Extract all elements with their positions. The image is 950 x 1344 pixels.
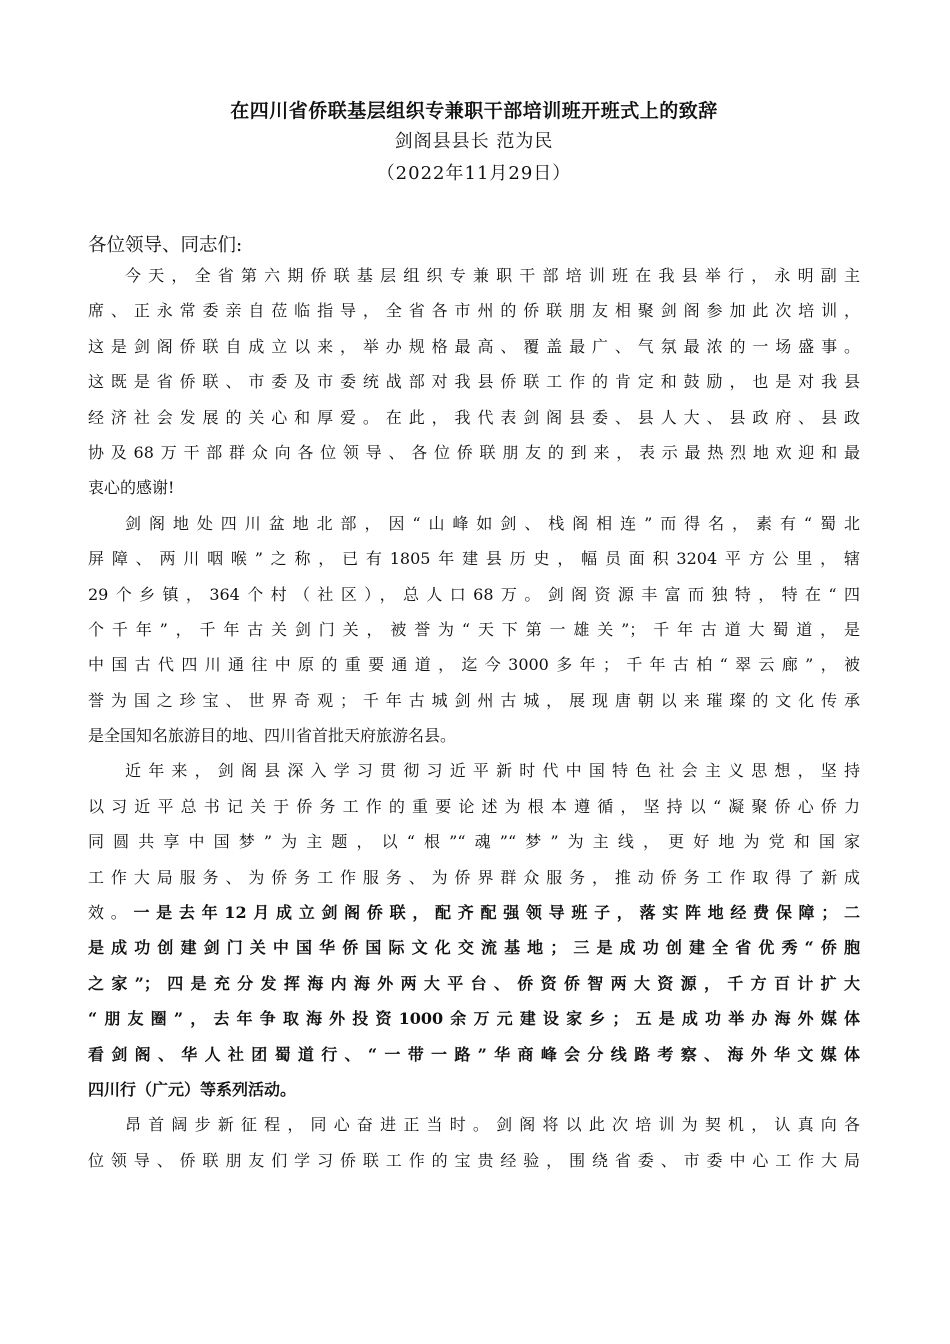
paragraph-1 bbox=[88, 263, 860, 511]
text-line: 个千年”，千年古关剑门关，被誉为“天下第一雄关”；千年古道大蜀道，是 bbox=[88, 619, 860, 639]
text-line: 位领导、侨联朋友们学习侨联工作的宝贵经验，围绕省委、市委中心工作大局 bbox=[88, 1150, 860, 1170]
text-line: 29个乡镇，364个村（社区），总人口68万。剑阁资源丰富而独特，特在“四 bbox=[88, 584, 860, 604]
text-line: 中国古代四川通往中原的重要通道，迄今3000多年；千年古柏“翠云廊”，被 bbox=[88, 655, 860, 675]
paragraph-2 bbox=[88, 511, 860, 759]
bold-text-line: 看剑阁、华人社团蜀道行、“一带一路”华商峰会分线路考察、海外华文媒体 bbox=[88, 1044, 860, 1064]
text-line: 近年来，剑阁县深入学习贯彻习近平新时代中国特色社会主义思想，坚持 bbox=[125, 761, 860, 781]
bold-text: 一是去年12月成立剑阁侨联，配齐配强领导班子，落实阵地经费保障；二 bbox=[133, 903, 860, 923]
document-page bbox=[88, 96, 860, 1183]
text-line: 以习近平总书记关于侨务工作的重要论述为根本遵循，坚持以“凝聚侨心侨力 bbox=[88, 796, 860, 816]
salutation: 各位领导、同志们: bbox=[88, 235, 243, 256]
plain-text: 效。 bbox=[88, 903, 134, 923]
text-line: 是全国知名旅游目的地、四川省首批天府旅游名县。 bbox=[88, 726, 457, 746]
bold-text-line: “朋友圈”，去年争取海外投资1000余万元建设家乡；五是成功举办海外媒体 bbox=[88, 1009, 860, 1029]
text-line: 今天，全省第六期侨联基层组织专兼职干部培训班在我县举行，永明副主 bbox=[125, 266, 860, 285]
text-line: 衷心的感谢! bbox=[88, 478, 175, 498]
text-line: 这是剑阁侨联自成立以来，举办规格最高、覆盖最广、气氛最浓的一场盛事。 bbox=[88, 336, 860, 356]
date-line: （2022年11月29日） bbox=[376, 163, 572, 184]
text-line: 席、正永常委亲自莅临指导，全省各市州的侨联朋友相聚剑阁参加此次培训， bbox=[88, 301, 860, 321]
text-line: 屏障、两川咽喉”之称，已有1805年建县历史，幅员面积3204平方公里，辖 bbox=[88, 549, 860, 569]
bold-text-line: 之家”；四是充分发挥海内海外两大平台、侨资侨智两大资源，千方百计扩大 bbox=[88, 973, 860, 993]
text-line: 工作大局服务、为侨务工作服务、为侨界群众服务，推动侨务工作取得了新成 bbox=[88, 867, 860, 887]
text-line-mixed bbox=[88, 900, 860, 935]
text-line: 昂首阔步新征程，同心奋进正当时。剑阁将以此次培训为契机，认真向各 bbox=[125, 1115, 860, 1135]
bold-text-line: 四川行（广元）等系列活动。 bbox=[88, 1079, 297, 1099]
text-line: 剑阁地处四川盆地北部，因“山峰如剑、栈阁相连”而得名，素有“蜀北 bbox=[125, 513, 860, 533]
document-title: 在四川省侨联基层组织专兼职干部培训班开班式上的致辞 bbox=[230, 100, 718, 122]
text-line: 经济社会发展的关心和厚爱。在此，我代表剑阁县委、县人大、县政府、县政 bbox=[88, 407, 860, 427]
text-line: 同圆共享中国梦”为主题，以“根”“魂”“梦”为主线，更好地为党和国家 bbox=[88, 832, 860, 852]
bold-text-line: 是成功创建剑门关中国华侨国际文化交流基地；三是成功创建全省优秀“侨胞 bbox=[88, 938, 860, 958]
text-line: 协及68万干部群众向各位领导、各位侨联朋友的到来，表示最热烈地欢迎和最 bbox=[88, 442, 860, 462]
paragraph-4 bbox=[88, 1112, 860, 1183]
author-line: 剑阁县县长 范为民 bbox=[394, 131, 554, 152]
text-line: 誉为国之珍宝、世界奇观；千年古城剑州古城，展现唐朝以来璀璨的文化传承 bbox=[88, 690, 860, 710]
text-line: 这既是省侨联、市委及市委统战部对我县侨联工作的肯定和鼓励，也是对我县 bbox=[88, 372, 860, 392]
paragraph-3 bbox=[88, 758, 860, 1112]
